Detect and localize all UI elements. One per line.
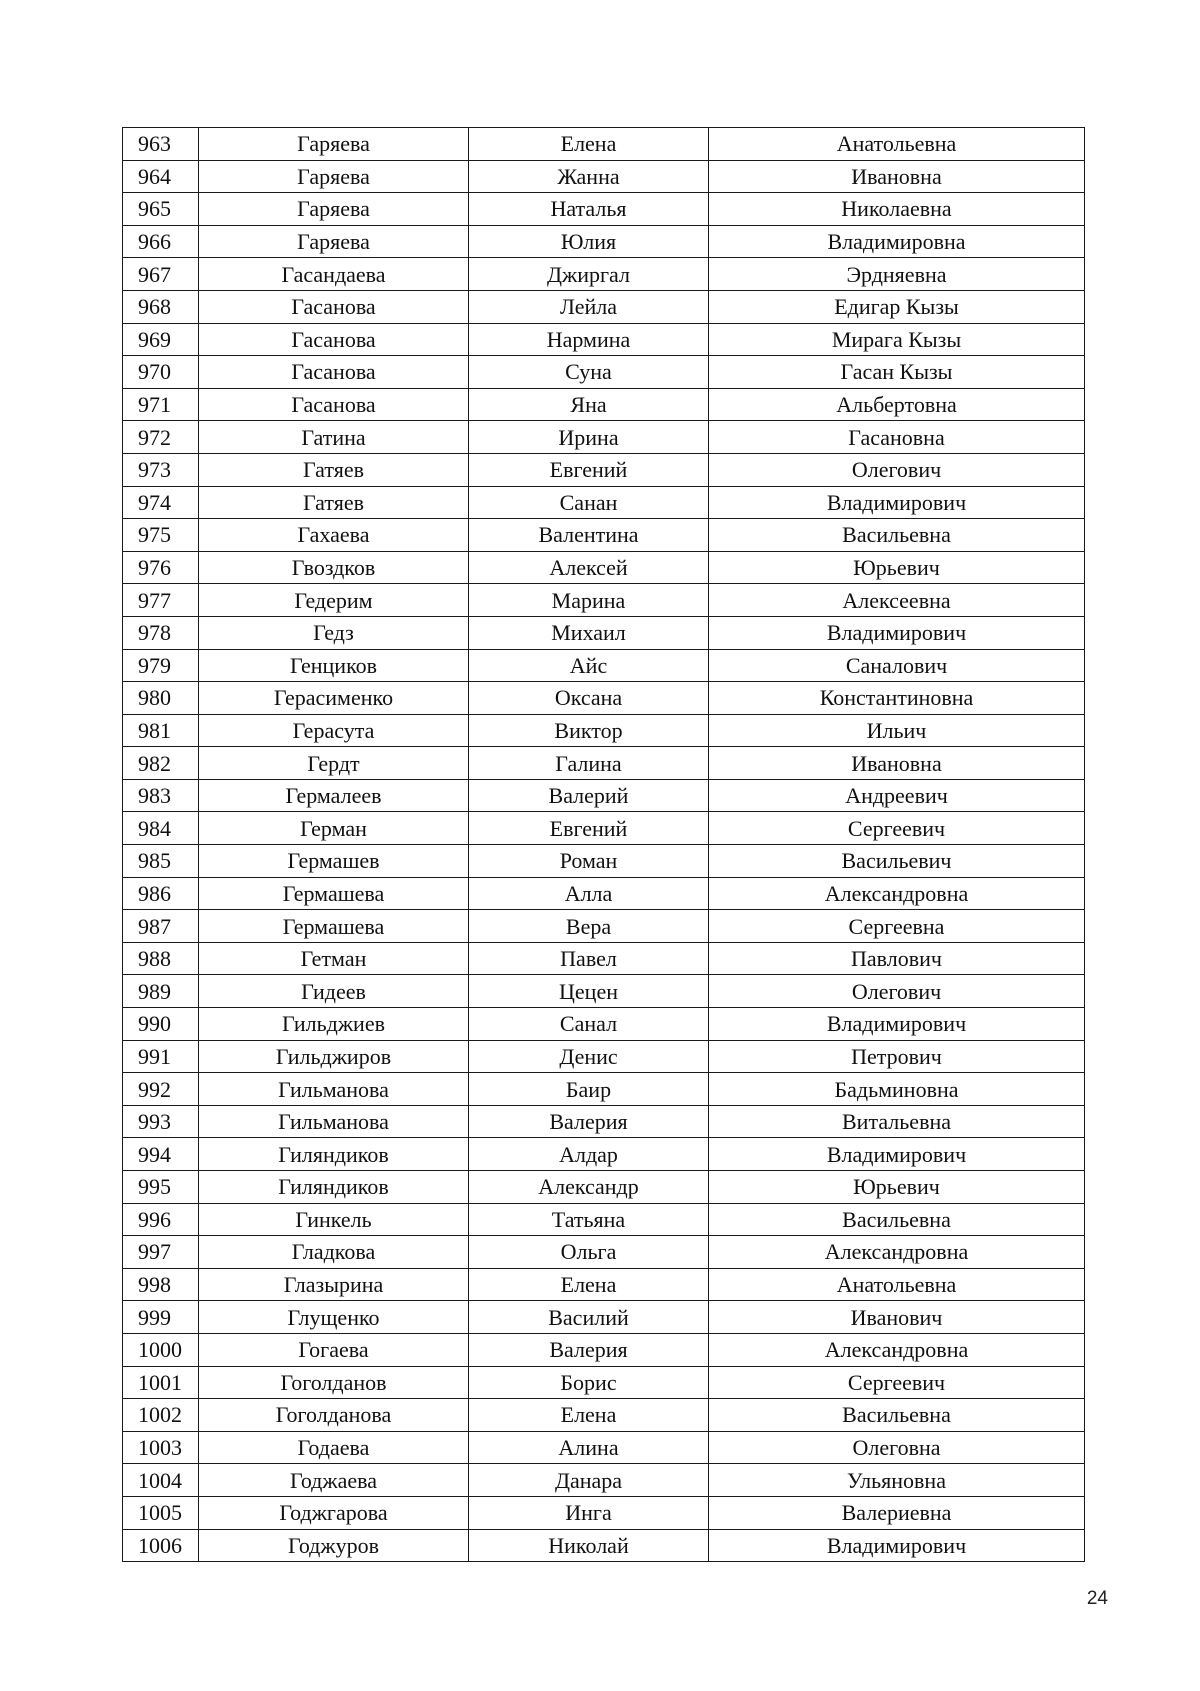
row-number-cell: 980 xyxy=(123,682,199,715)
last-name-cell: Гедз xyxy=(199,616,469,649)
first-name-cell: Алексей xyxy=(469,551,709,584)
table-row xyxy=(123,193,1085,226)
table-row xyxy=(123,779,1085,812)
last-name-cell: Гатяев xyxy=(199,486,469,519)
table-row xyxy=(123,714,1085,747)
last-name-cell: Гахаева xyxy=(199,519,469,552)
first-name-cell: Валерия xyxy=(469,1105,709,1138)
patronymic-cell: Эрдняевна xyxy=(709,258,1085,291)
first-name-cell: Елена xyxy=(469,1399,709,1432)
last-name-cell: Глущенко xyxy=(199,1301,469,1334)
patronymic-cell: Сергеевна xyxy=(709,910,1085,943)
last-name-cell: Гильджиров xyxy=(199,1040,469,1073)
last-name-cell: Гладкова xyxy=(199,1236,469,1269)
row-number-cell: 1000 xyxy=(123,1333,199,1366)
last-name-cell: Гасанова xyxy=(199,323,469,356)
first-name-cell: Татьяна xyxy=(469,1203,709,1236)
patronymic-cell: Валериевна xyxy=(709,1496,1085,1529)
row-number-cell: 973 xyxy=(123,453,199,486)
row-number-cell: 993 xyxy=(123,1105,199,1138)
last-name-cell: Гасанова xyxy=(199,388,469,421)
first-name-cell: Валентина xyxy=(469,519,709,552)
first-name-cell: Наталья xyxy=(469,193,709,226)
table-row xyxy=(123,942,1085,975)
last-name-cell: Гиляндиков xyxy=(199,1171,469,1204)
patronymic-cell: Ульяновна xyxy=(709,1464,1085,1497)
last-name-cell: Гермашев xyxy=(199,845,469,878)
table-row xyxy=(123,616,1085,649)
last-name-cell: Гильджиев xyxy=(199,1008,469,1041)
row-number-cell: 1001 xyxy=(123,1366,199,1399)
table-row xyxy=(123,388,1085,421)
patronymic-cell: Владимирович xyxy=(709,1138,1085,1171)
table-row xyxy=(123,1138,1085,1171)
table-row xyxy=(123,1171,1085,1204)
row-number-cell: 996 xyxy=(123,1203,199,1236)
patronymic-cell: Владимирович xyxy=(709,486,1085,519)
last-name-cell: Годаева xyxy=(199,1431,469,1464)
last-name-cell: Генциков xyxy=(199,649,469,682)
last-name-cell: Гинкель xyxy=(199,1203,469,1236)
last-name-cell: Годжуров xyxy=(199,1529,469,1562)
row-number-cell: 997 xyxy=(123,1236,199,1269)
row-number-cell: 988 xyxy=(123,942,199,975)
first-name-cell: Яна xyxy=(469,388,709,421)
row-number-cell: 987 xyxy=(123,910,199,943)
table-row xyxy=(123,1008,1085,1041)
row-number-cell: 967 xyxy=(123,258,199,291)
last-name-cell: Гасанова xyxy=(199,356,469,389)
table-row xyxy=(123,486,1085,519)
row-number-cell: 965 xyxy=(123,193,199,226)
patronymic-cell: Александровна xyxy=(709,877,1085,910)
patronymic-cell: Юрьевич xyxy=(709,551,1085,584)
row-number-cell: 995 xyxy=(123,1171,199,1204)
first-name-cell: Алина xyxy=(469,1431,709,1464)
last-name-cell: Годжаева xyxy=(199,1464,469,1497)
first-name-cell: Галина xyxy=(469,747,709,780)
first-name-cell: Цецен xyxy=(469,975,709,1008)
table-row xyxy=(123,1366,1085,1399)
last-name-cell: Герасименко xyxy=(199,682,469,715)
first-name-cell: Денис xyxy=(469,1040,709,1073)
first-name-cell: Василий xyxy=(469,1301,709,1334)
row-number-cell: 998 xyxy=(123,1268,199,1301)
row-number-cell: 984 xyxy=(123,812,199,845)
patronymic-cell: Ильич xyxy=(709,714,1085,747)
patronymic-cell: Владимирович xyxy=(709,616,1085,649)
first-name-cell: Павел xyxy=(469,942,709,975)
patronymic-cell: Александровна xyxy=(709,1236,1085,1269)
table-row xyxy=(123,1073,1085,1106)
table-row xyxy=(123,1105,1085,1138)
patronymic-cell: Бадьминовна xyxy=(709,1073,1085,1106)
patronymic-cell: Васильевич xyxy=(709,845,1085,878)
first-name-cell: Евгений xyxy=(469,453,709,486)
row-number-cell: 981 xyxy=(123,714,199,747)
last-name-cell: Гогаева xyxy=(199,1333,469,1366)
row-number-cell: 971 xyxy=(123,388,199,421)
table-row xyxy=(123,128,1085,161)
first-name-cell: Алдар xyxy=(469,1138,709,1171)
table-row xyxy=(123,421,1085,454)
table-row xyxy=(123,1464,1085,1497)
first-name-cell: Валерия xyxy=(469,1333,709,1366)
row-number-cell: 968 xyxy=(123,290,199,323)
first-name-cell: Елена xyxy=(469,1268,709,1301)
first-name-cell: Борис xyxy=(469,1366,709,1399)
last-name-cell: Гедерим xyxy=(199,584,469,617)
row-number-cell: 974 xyxy=(123,486,199,519)
patronymic-cell: Константиновна xyxy=(709,682,1085,715)
patronymic-cell: Владимировна xyxy=(709,225,1085,258)
patronymic-cell: Анатольевна xyxy=(709,128,1085,161)
row-number-cell: 976 xyxy=(123,551,199,584)
last-name-cell: Гатина xyxy=(199,421,469,454)
patronymic-cell: Васильевна xyxy=(709,1399,1085,1432)
table-row xyxy=(123,1333,1085,1366)
patronymic-cell: Васильевна xyxy=(709,1203,1085,1236)
last-name-cell: Гасанова xyxy=(199,290,469,323)
row-number-cell: 1005 xyxy=(123,1496,199,1529)
patronymic-cell: Владимирович xyxy=(709,1008,1085,1041)
row-number-cell: 994 xyxy=(123,1138,199,1171)
patronymic-cell: Олегович xyxy=(709,453,1085,486)
row-number-cell: 970 xyxy=(123,356,199,389)
table-row xyxy=(123,1040,1085,1073)
row-number-cell: 983 xyxy=(123,779,199,812)
first-name-cell: Инга xyxy=(469,1496,709,1529)
first-name-cell: Лейла xyxy=(469,290,709,323)
patronymic-cell: Владимирович xyxy=(709,1529,1085,1562)
last-name-cell: Гвоздков xyxy=(199,551,469,584)
table-row xyxy=(123,225,1085,258)
table-row xyxy=(123,1399,1085,1432)
table-row xyxy=(123,682,1085,715)
table-row xyxy=(123,910,1085,943)
table-row xyxy=(123,845,1085,878)
row-number-cell: 1004 xyxy=(123,1464,199,1497)
last-name-cell: Глазырина xyxy=(199,1268,469,1301)
patronymic-cell: Александровна xyxy=(709,1333,1085,1366)
last-name-cell: Гоголданов xyxy=(199,1366,469,1399)
table-row xyxy=(123,1203,1085,1236)
first-name-cell: Валерий xyxy=(469,779,709,812)
first-name-cell: Нармина xyxy=(469,323,709,356)
last-name-cell: Гидеев xyxy=(199,975,469,1008)
patronymic-cell: Сергеевич xyxy=(709,812,1085,845)
row-number-cell: 986 xyxy=(123,877,199,910)
table-row xyxy=(123,1529,1085,1562)
table-row xyxy=(123,258,1085,291)
table-row xyxy=(123,975,1085,1008)
first-name-cell: Ольга xyxy=(469,1236,709,1269)
first-name-cell: Евгений xyxy=(469,812,709,845)
table-row xyxy=(123,453,1085,486)
name-list-table xyxy=(122,127,1085,1562)
first-name-cell: Николай xyxy=(469,1529,709,1562)
first-name-cell: Михаил xyxy=(469,616,709,649)
row-number-cell: 985 xyxy=(123,845,199,878)
first-name-cell: Санан xyxy=(469,486,709,519)
last-name-cell: Гермашева xyxy=(199,910,469,943)
row-number-cell: 989 xyxy=(123,975,199,1008)
patronymic-cell: Юрьевич xyxy=(709,1171,1085,1204)
table-row xyxy=(123,1236,1085,1269)
patronymic-cell: Иванович xyxy=(709,1301,1085,1334)
last-name-cell: Гердт xyxy=(199,747,469,780)
row-number-cell: 999 xyxy=(123,1301,199,1334)
first-name-cell: Суна xyxy=(469,356,709,389)
last-name-cell: Гермашева xyxy=(199,877,469,910)
row-number-cell: 977 xyxy=(123,584,199,617)
row-number-cell: 979 xyxy=(123,649,199,682)
first-name-cell: Баир xyxy=(469,1073,709,1106)
last-name-cell: Гильманова xyxy=(199,1073,469,1106)
table-row xyxy=(123,290,1085,323)
first-name-cell: Алла xyxy=(469,877,709,910)
first-name-cell: Жанна xyxy=(469,160,709,193)
patronymic-cell: Альбертовна xyxy=(709,388,1085,421)
patronymic-cell: Петрович xyxy=(709,1040,1085,1073)
table-row xyxy=(123,747,1085,780)
page-number: 24 xyxy=(1086,1588,1108,1609)
name-list-body xyxy=(123,128,1085,1562)
first-name-cell: Ирина xyxy=(469,421,709,454)
first-name-cell: Юлия xyxy=(469,225,709,258)
first-name-cell: Айс xyxy=(469,649,709,682)
last-name-cell: Гильманова xyxy=(199,1105,469,1138)
table-row xyxy=(123,551,1085,584)
patronymic-cell: Алексеевна xyxy=(709,584,1085,617)
table-row xyxy=(123,356,1085,389)
patronymic-cell: Олегович xyxy=(709,975,1085,1008)
row-number-cell: 975 xyxy=(123,519,199,552)
patronymic-cell: Ивановна xyxy=(709,747,1085,780)
last-name-cell: Гатяев xyxy=(199,453,469,486)
row-number-cell: 972 xyxy=(123,421,199,454)
table-row xyxy=(123,649,1085,682)
table-row xyxy=(123,812,1085,845)
table-row xyxy=(123,323,1085,356)
last-name-cell: Герасута xyxy=(199,714,469,747)
row-number-cell: 966 xyxy=(123,225,199,258)
first-name-cell: Вера xyxy=(469,910,709,943)
patronymic-cell: Витальевна xyxy=(709,1105,1085,1138)
last-name-cell: Гаряева xyxy=(199,193,469,226)
last-name-cell: Гетман xyxy=(199,942,469,975)
first-name-cell: Марина xyxy=(469,584,709,617)
patronymic-cell: Едигар Кызы xyxy=(709,290,1085,323)
table-row xyxy=(123,1268,1085,1301)
row-number-cell: 978 xyxy=(123,616,199,649)
first-name-cell: Джиргал xyxy=(469,258,709,291)
row-number-cell: 990 xyxy=(123,1008,199,1041)
first-name-cell: Оксана xyxy=(469,682,709,715)
first-name-cell: Елена xyxy=(469,128,709,161)
patronymic-cell: Ивановна xyxy=(709,160,1085,193)
row-number-cell: 992 xyxy=(123,1073,199,1106)
last-name-cell: Гоголданова xyxy=(199,1399,469,1432)
patronymic-cell: Саналович xyxy=(709,649,1085,682)
table-row xyxy=(123,584,1085,617)
table-row xyxy=(123,877,1085,910)
last-name-cell: Гаряева xyxy=(199,160,469,193)
patronymic-cell: Васильевна xyxy=(709,519,1085,552)
row-number-cell: 963 xyxy=(123,128,199,161)
first-name-cell: Роман xyxy=(469,845,709,878)
table-row xyxy=(123,1431,1085,1464)
patronymic-cell: Андреевич xyxy=(709,779,1085,812)
first-name-cell: Санал xyxy=(469,1008,709,1041)
row-number-cell: 1002 xyxy=(123,1399,199,1432)
row-number-cell: 1006 xyxy=(123,1529,199,1562)
patronymic-cell: Олеговна xyxy=(709,1431,1085,1464)
patronymic-cell: Гасан Кызы xyxy=(709,356,1085,389)
row-number-cell: 964 xyxy=(123,160,199,193)
patronymic-cell: Сергеевич xyxy=(709,1366,1085,1399)
patronymic-cell: Гасановна xyxy=(709,421,1085,454)
last-name-cell: Герман xyxy=(199,812,469,845)
first-name-cell: Александр xyxy=(469,1171,709,1204)
patronymic-cell: Анатольевна xyxy=(709,1268,1085,1301)
last-name-cell: Гаряева xyxy=(199,225,469,258)
last-name-cell: Гасандаева xyxy=(199,258,469,291)
table-row xyxy=(123,1301,1085,1334)
first-name-cell: Виктор xyxy=(469,714,709,747)
row-number-cell: 982 xyxy=(123,747,199,780)
row-number-cell: 969 xyxy=(123,323,199,356)
last-name-cell: Гермалеев xyxy=(199,779,469,812)
row-number-cell: 991 xyxy=(123,1040,199,1073)
table-row xyxy=(123,160,1085,193)
last-name-cell: Гиляндиков xyxy=(199,1138,469,1171)
last-name-cell: Годжгарова xyxy=(199,1496,469,1529)
patronymic-cell: Николаевна xyxy=(709,193,1085,226)
first-name-cell: Данара xyxy=(469,1464,709,1497)
last-name-cell: Гаряева xyxy=(199,128,469,161)
table-row xyxy=(123,519,1085,552)
row-number-cell: 1003 xyxy=(123,1431,199,1464)
patronymic-cell: Мирага Кызы xyxy=(709,323,1085,356)
table-row xyxy=(123,1496,1085,1529)
patronymic-cell: Павлович xyxy=(709,942,1085,975)
